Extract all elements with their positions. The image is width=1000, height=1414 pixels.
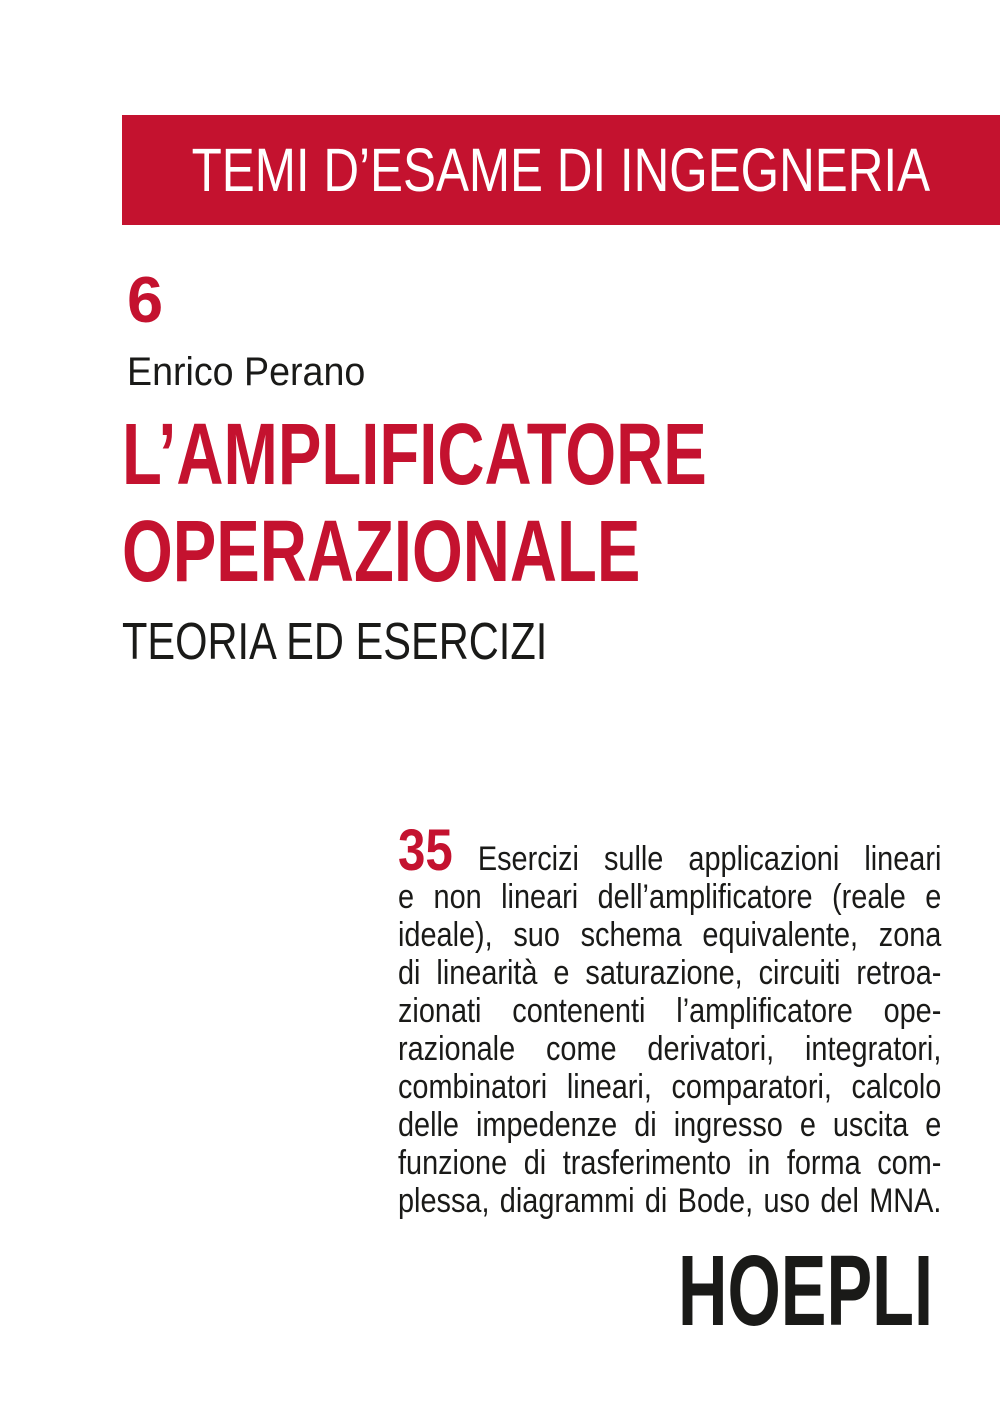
series-banner-label: TEMI D’ESAME DI INGEGNERIA: [191, 135, 931, 204]
volume-number: 6: [127, 263, 164, 336]
series-banner: [122, 115, 1000, 225]
description-line: e non lineari dell’amplificatore (reale e: [398, 878, 942, 916]
description-line: funzione di trasferimento in forma com-: [398, 1144, 942, 1182]
author-name: Enrico Perano: [127, 350, 366, 394]
description-line: ideale), suo schema equivalente, zona: [398, 916, 942, 954]
book-title-line2: OPERAZIONALE: [122, 503, 641, 600]
description-line: razionale come derivatori, integratori,: [398, 1030, 942, 1068]
book-subtitle: TEORIA ED ESERCIZI: [122, 613, 548, 671]
description-line: plessa, diagrammi di Bode, uso del MNA.: [398, 1182, 942, 1220]
description-line: delle impedenze di ingresso e uscita e: [398, 1106, 942, 1144]
description-line-text: Esercizi sulle applicazioni lineari: [477, 840, 942, 878]
book-title-line1: L’AMPLIFICATORE: [122, 406, 707, 503]
description-line: combinatori lineari, comparatori, calcolo: [398, 1068, 942, 1106]
description-paragraph: [398, 818, 1000, 1220]
publisher-wordmark: HOEPLI: [678, 1235, 934, 1347]
description-line: zionati contenenti l’amplificatore ope-: [398, 992, 942, 1030]
description-line: [398, 818, 942, 883]
exercise-count: 35: [398, 818, 453, 883]
description-line: di linearità e saturazione, circuiti retroa-: [398, 954, 942, 992]
